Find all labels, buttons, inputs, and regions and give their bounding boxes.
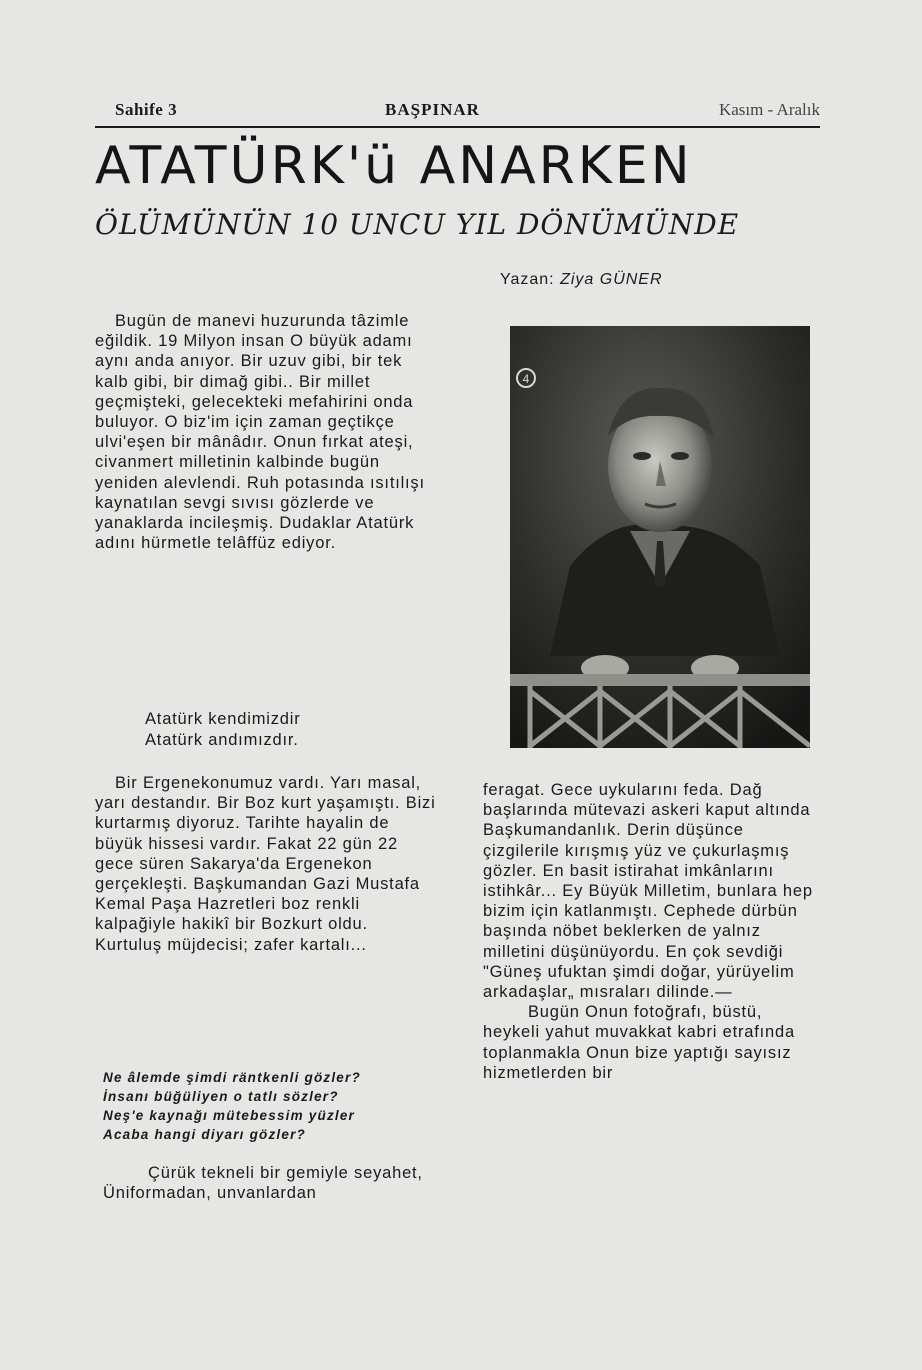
issue-date: Kasım - Aralık bbox=[718, 100, 820, 119]
magazine-name: BAŞPINAR bbox=[385, 100, 480, 119]
verse-line-2: İnsanı büğüliyen o tatlı sözler? bbox=[103, 1089, 339, 1104]
article-subtitle: ÖLÜMÜNÜN 10 UNCU YIL DÖNÜMÜNDE bbox=[95, 208, 740, 241]
page-number: Sahife 3 bbox=[115, 100, 178, 119]
byline bbox=[500, 271, 663, 289]
right-column bbox=[483, 780, 823, 1083]
poem-line-2: Atatürk andımızdır. bbox=[145, 730, 299, 749]
author-name: Ziya GÜNER bbox=[560, 271, 663, 288]
paragraph-ship bbox=[103, 1163, 445, 1203]
byline-prefix: Yazan: bbox=[500, 271, 555, 288]
article-title: ATATÜRK'ü ANARKEN bbox=[95, 136, 693, 196]
paragraph-4-text: feragat. Gece uykularını feda. Dağ başlarında mütevazi askeri kaput altında Başkumandanlık. Derin düşünce çizgilerile kırışmış yüz ve çukurlaşmış gözler. En basit istirahat imkânlarını istihkâr... Ey Büyük Milletim, bunlara hep bizim için katlanmıştı. Cephede dürbün başında nöbet beklerken de yalnız milletini düşünüyordu. En çok sevdiği "Güneş ufuktan şimdi doğar, yürüyelim arkadaşlar„ mısraları dilinde.— bbox=[483, 781, 813, 1002]
verse-line-3: Neş'e kaynağı mütebessim yüzler bbox=[103, 1108, 356, 1123]
verse-line-1: Ne âlemde şimdi räntkenli gözler? bbox=[103, 1070, 361, 1085]
page-header bbox=[95, 100, 820, 124]
intro-paragraph bbox=[95, 311, 435, 553]
header-rule bbox=[95, 126, 820, 128]
portrait-photo bbox=[510, 326, 810, 748]
intro-text: Bugün de manevi huzurunda tâzimle eğildik. 19 Milyon insan O büyük adamı aynı anda anıyor. Bir uzuv gibi, bir tek kalb gibi, bir dimağ gibi.. Bir millet geçmişteki, gelecekteki mefahirini onda buluyor. O biz'im için zaman geçtikçe ulvi'eşen bir mânâdır. Onun fırkat ateşi, civanmert milletinin kalbinde bugün yeniden alevlendi. Ruh potasında ısıtılışı kaynatılan sevgi sıvısı gözlerde ve yanaklarda incileşmiş. Dudaklar Atatürk adını hürmetle telâffüz ediyor. bbox=[95, 312, 425, 553]
portrait-photo-icon bbox=[510, 326, 810, 748]
paragraph-5-text: Bugün Onun fotoğrafı, büstü, heykeli yahut muvakkat kabri etrafında toplanmakla Onun bize yaptığı sayısız hizmetlerden bir bbox=[483, 1003, 795, 1082]
paragraph-2-text: Bir Ergenekonumuz vardı. Yarı masal, yarı destandır. Bir Boz kurt yaşamıştı. Bizi kurtarmış diyoruz. Tarihte hayalin de büyük hissesi vardır. Fakat 22 gün 22 gece süren Sakarya'da Ergenekon gerçekleşti. Başkumandan Gazi Mustafa Kemal Paşa Hazretleri boz renkli kalpağiyle hakikî bir Bozkurt oldu. Kurtuluş müjdecisi; zafer kartalı... bbox=[95, 774, 436, 954]
paragraph-ergenekon bbox=[95, 773, 440, 955]
paragraph-3-text: Çürük tekneli bir gemiyle seyahet, Üniformadan, unvanlardan bbox=[103, 1164, 423, 1203]
poem-line-1: Atatürk kendimizdir bbox=[145, 710, 301, 728]
photo-number: 4 bbox=[522, 372, 530, 386]
poem bbox=[145, 709, 445, 750]
verse-line-4: Acaba hangi diyarı gözler? bbox=[103, 1127, 306, 1142]
verse bbox=[103, 1068, 448, 1144]
